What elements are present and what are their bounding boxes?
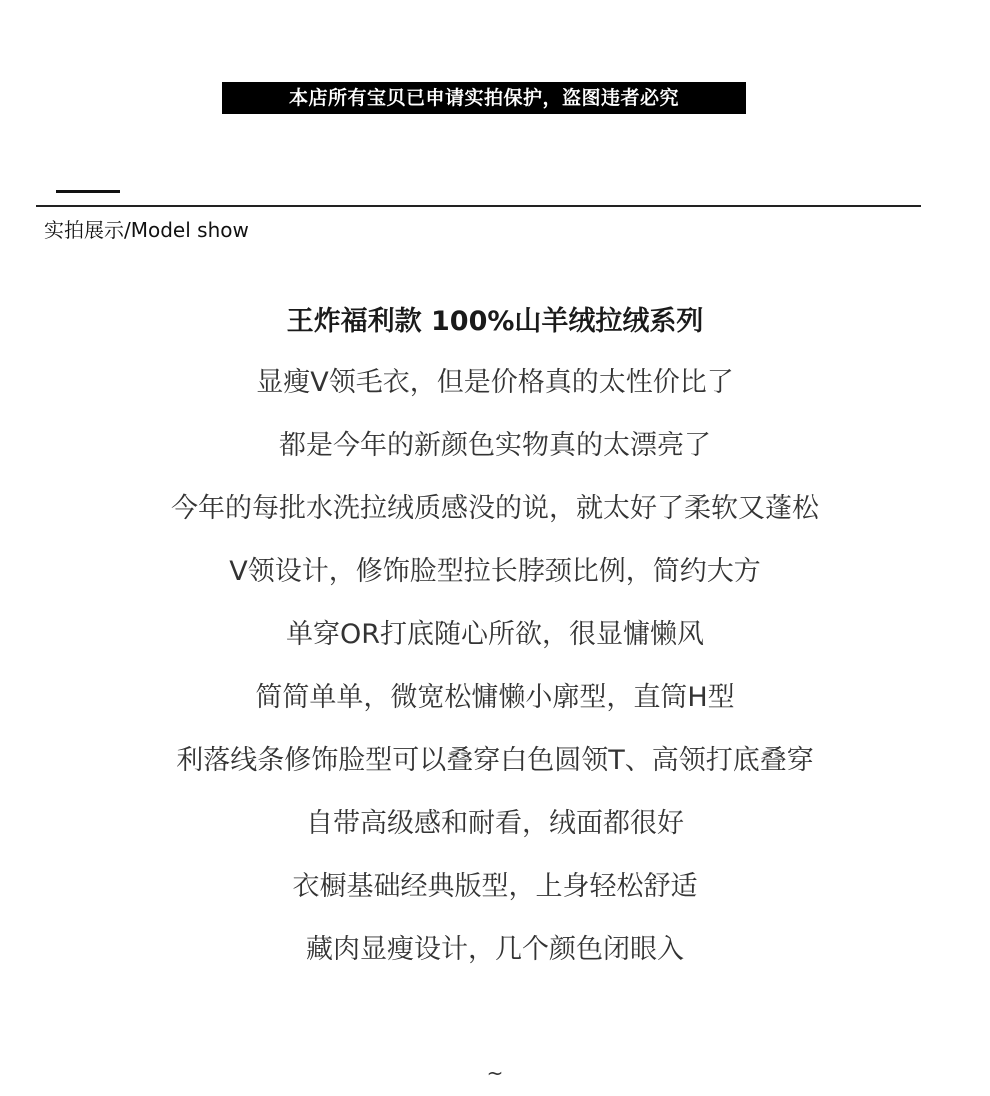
footer-tilde-mark: ~ <box>486 1061 504 1085</box>
section-divider <box>36 205 921 207</box>
description-line: 显瘦V领毛衣，但是价格真的太性价比了 <box>256 367 734 398</box>
product-description-list <box>0 362 990 992</box>
description-line: 今年的每批水洗拉绒质感没的说，就太好了柔软又蓬松 <box>171 493 819 524</box>
copyright-notice-banner: 本店所有宝贝已申请实拍保护，盗图违者必究 <box>222 82 746 114</box>
description-line: 单穿OR打底随心所欲，很显慵懒风 <box>285 619 704 650</box>
description-line: 简简单单，微宽松慵懒小廓型，直筒H型 <box>255 682 735 713</box>
description-line: V领设计，修饰脸型拉长脖颈比例，简约大方 <box>229 556 761 587</box>
description-line: 藏肉显瘦设计，几个颜色闭眼入 <box>306 934 684 965</box>
description-line: 都是今年的新颜色实物真的太漂亮了 <box>279 430 711 461</box>
product-headline: 王炸福利款 100%山羊绒拉绒系列 <box>286 306 704 337</box>
description-line: 利落线条修饰脸型可以叠穿白色圆领T、高领打底叠穿 <box>176 745 814 776</box>
description-line: 自带高级感和耐看，绒面都很好 <box>306 808 684 839</box>
section-accent-bar <box>56 190 120 193</box>
description-line: 衣橱基础经典版型，上身轻松舒适 <box>292 871 698 902</box>
section-title: 实拍展示/Model show <box>44 218 249 242</box>
